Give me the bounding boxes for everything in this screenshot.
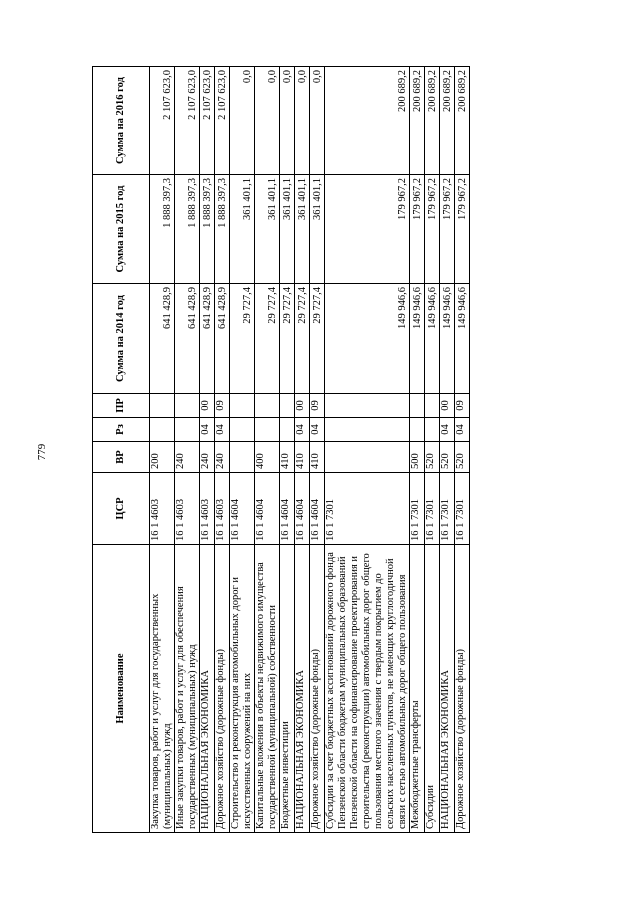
row-sum-2014: 149 946,6 [455, 284, 470, 394]
row-rz [425, 418, 440, 442]
header-vr: ВР [93, 442, 150, 473]
header-sum-2014: Сумма на 2014 год [93, 284, 150, 394]
row-sum-2015: 361 401,1 [280, 175, 295, 284]
header-pr: ПР [93, 394, 150, 418]
header-name: Наименование [93, 545, 150, 833]
row-sum-2016: 2 107 623,0 [200, 67, 215, 175]
row-rz: 04 [295, 418, 310, 442]
row-sum-2015: 179 967,2 [410, 175, 425, 284]
table-row [310, 67, 325, 833]
row-csr: 16 1 4604 [280, 473, 295, 545]
table-row [440, 67, 455, 833]
row-sum-2015: 361 401,1 [230, 175, 255, 284]
row-sum-2015: 361 401,1 [310, 175, 325, 284]
page-number: 779 [36, 443, 48, 461]
row-csr: 16 1 4603 [215, 473, 230, 545]
row-csr: 16 1 7301 [440, 473, 455, 545]
row-vr: 410 [310, 442, 325, 473]
table-row [200, 67, 215, 833]
row-rz: 04 [215, 418, 230, 442]
row-sum-2016: 200 689,2 [440, 67, 455, 175]
row-csr: 16 1 4603 [150, 473, 175, 545]
row-pr: 09 [215, 394, 230, 418]
row-sum-2015: 179 967,2 [325, 175, 410, 284]
row-sum-2016: 0,0 [310, 67, 325, 175]
row-sum-2016: 0,0 [255, 67, 280, 175]
row-pr [325, 394, 410, 418]
row-name: Строительство и реконструкция автомобильных дорог и искусственных сооружений на них [230, 545, 255, 833]
header-csr: ЦСР [93, 473, 150, 545]
row-csr: 16 1 4603 [200, 473, 215, 545]
row-sum-2015: 361 401,1 [255, 175, 280, 284]
row-sum-2014: 29 727,4 [255, 284, 280, 394]
row-rz: 04 [440, 418, 455, 442]
row-sum-2016: 200 689,2 [425, 67, 440, 175]
row-csr: 16 1 7301 [455, 473, 470, 545]
row-sum-2014: 149 946,6 [325, 284, 410, 394]
table-row [455, 67, 470, 833]
row-sum-2016: 200 689,2 [410, 67, 425, 175]
row-sum-2014: 149 946,6 [410, 284, 425, 394]
row-rz [325, 418, 410, 442]
row-sum-2015: 179 967,2 [440, 175, 455, 284]
row-sum-2015: 361 401,1 [295, 175, 310, 284]
row-csr: 16 1 7301 [325, 473, 410, 545]
row-sum-2016: 0,0 [295, 67, 310, 175]
row-name: Капитальные вложения в объекты недвижимого имущества государственной (муниципальной) собственности [255, 545, 280, 833]
row-pr: 00 [295, 394, 310, 418]
table-row [425, 67, 440, 833]
table-row [280, 67, 295, 833]
row-sum-2014: 29 727,4 [310, 284, 325, 394]
row-csr: 16 1 4604 [310, 473, 325, 545]
header-sum-2016: Сумма на 2016 год [93, 67, 150, 175]
row-pr [150, 394, 175, 418]
row-sum-2016: 200 689,2 [325, 67, 410, 175]
row-pr: 09 [310, 394, 325, 418]
row-sum-2015: 1 888 397,3 [215, 175, 230, 284]
row-vr: 240 [215, 442, 230, 473]
table-body [150, 67, 470, 833]
row-name: Иные закупки товаров, работ и услуг для обеспечения государственных (муниципальных) нужд [175, 545, 200, 833]
row-name: НАЦИОНАЛЬНАЯ ЭКОНОМИКА [295, 545, 310, 833]
header-rz: Рз [93, 418, 150, 442]
budget-table-sheet [92, 67, 504, 833]
table-row [150, 67, 175, 833]
table-row [215, 67, 230, 833]
row-vr: 520 [440, 442, 455, 473]
row-sum-2014: 149 946,6 [440, 284, 455, 394]
row-sum-2015: 1 888 397,3 [150, 175, 175, 284]
row-name: Субсидии за счет бюджетных ассигнований дорожного фонда Пензенской области бюджетам муниципальных образований Пензенской области на софинансирование проектирования и строительства (реконструкции) автомобильных дорог общего пользования местного значения с твердым покрытием до сельских населенных пунктов, не имеющих круглогодичной связи с сетью автомобильных дорог общего пользования [325, 545, 410, 833]
row-pr [175, 394, 200, 418]
row-vr: 520 [455, 442, 470, 473]
row-rz: 04 [200, 418, 215, 442]
row-sum-2014: 641 428,9 [175, 284, 200, 394]
row-pr: 09 [455, 394, 470, 418]
row-pr [255, 394, 280, 418]
row-csr: 16 1 4604 [255, 473, 280, 545]
row-pr [280, 394, 295, 418]
row-name: НАЦИОНАЛЬНАЯ ЭКОНОМИКА [440, 545, 455, 833]
header-sum-2015: Сумма на 2015 год [93, 175, 150, 284]
row-rz [280, 418, 295, 442]
row-sum-2014: 641 428,9 [215, 284, 230, 394]
row-name: Дорожное хозяйство (дорожные фонды) [215, 545, 230, 833]
row-sum-2015: 179 967,2 [455, 175, 470, 284]
row-pr: 00 [200, 394, 215, 418]
row-vr [325, 442, 410, 473]
row-vr: 410 [280, 442, 295, 473]
table-row [295, 67, 310, 833]
row-rz [230, 418, 255, 442]
row-name: Дорожное хозяйство (дорожные фонды) [310, 545, 325, 833]
row-name: Закупка товаров, работ и услуг для государственных (муниципальных) нужд [150, 545, 175, 833]
row-rz [175, 418, 200, 442]
row-vr: 240 [175, 442, 200, 473]
row-rz [410, 418, 425, 442]
row-vr: 400 [255, 442, 280, 473]
row-rz: 04 [310, 418, 325, 442]
row-vr: 410 [295, 442, 310, 473]
row-csr: 16 1 7301 [410, 473, 425, 545]
row-sum-2016: 0,0 [280, 67, 295, 175]
row-pr [410, 394, 425, 418]
row-name: НАЦИОНАЛЬНАЯ ЭКОНОМИКА [200, 545, 215, 833]
row-name: Межбюджетные трансферты [410, 545, 425, 833]
row-sum-2016: 2 107 623,0 [215, 67, 230, 175]
table-row [230, 67, 255, 833]
row-sum-2014: 641 428,9 [200, 284, 215, 394]
row-csr: 16 1 4603 [175, 473, 200, 545]
row-csr: 16 1 4604 [295, 473, 310, 545]
row-csr: 16 1 7301 [425, 473, 440, 545]
row-sum-2016: 2 107 623,0 [175, 67, 200, 175]
table-header-row [93, 67, 150, 833]
row-sum-2014: 641 428,9 [150, 284, 175, 394]
table-row [255, 67, 280, 833]
row-sum-2016: 0,0 [230, 67, 255, 175]
row-sum-2014: 29 727,4 [230, 284, 255, 394]
row-vr: 200 [150, 442, 175, 473]
budget-table [92, 66, 470, 833]
row-name: Дорожное хозяйство (дорожные фонды) [455, 545, 470, 833]
row-pr [425, 394, 440, 418]
table-row [325, 67, 410, 833]
row-sum-2015: 1 888 397,3 [200, 175, 215, 284]
row-sum-2014: 149 946,6 [425, 284, 440, 394]
row-sum-2015: 1 888 397,3 [175, 175, 200, 284]
row-sum-2014: 29 727,4 [295, 284, 310, 394]
row-sum-2014: 29 727,4 [280, 284, 295, 394]
table-row [175, 67, 200, 833]
row-vr: 240 [200, 442, 215, 473]
table-row [410, 67, 425, 833]
row-sum-2015: 179 967,2 [425, 175, 440, 284]
row-pr [230, 394, 255, 418]
row-vr: 520 [425, 442, 440, 473]
row-pr: 00 [440, 394, 455, 418]
row-name: Бюджетные инвестиции [280, 545, 295, 833]
row-vr: 500 [410, 442, 425, 473]
row-sum-2016: 2 107 623,0 [150, 67, 175, 175]
row-name: Субсидии [425, 545, 440, 833]
row-vr [230, 442, 255, 473]
row-rz: 04 [455, 418, 470, 442]
row-sum-2016: 200 689,2 [455, 67, 470, 175]
row-csr: 16 1 4604 [230, 473, 255, 545]
row-rz [150, 418, 175, 442]
row-rz [255, 418, 280, 442]
